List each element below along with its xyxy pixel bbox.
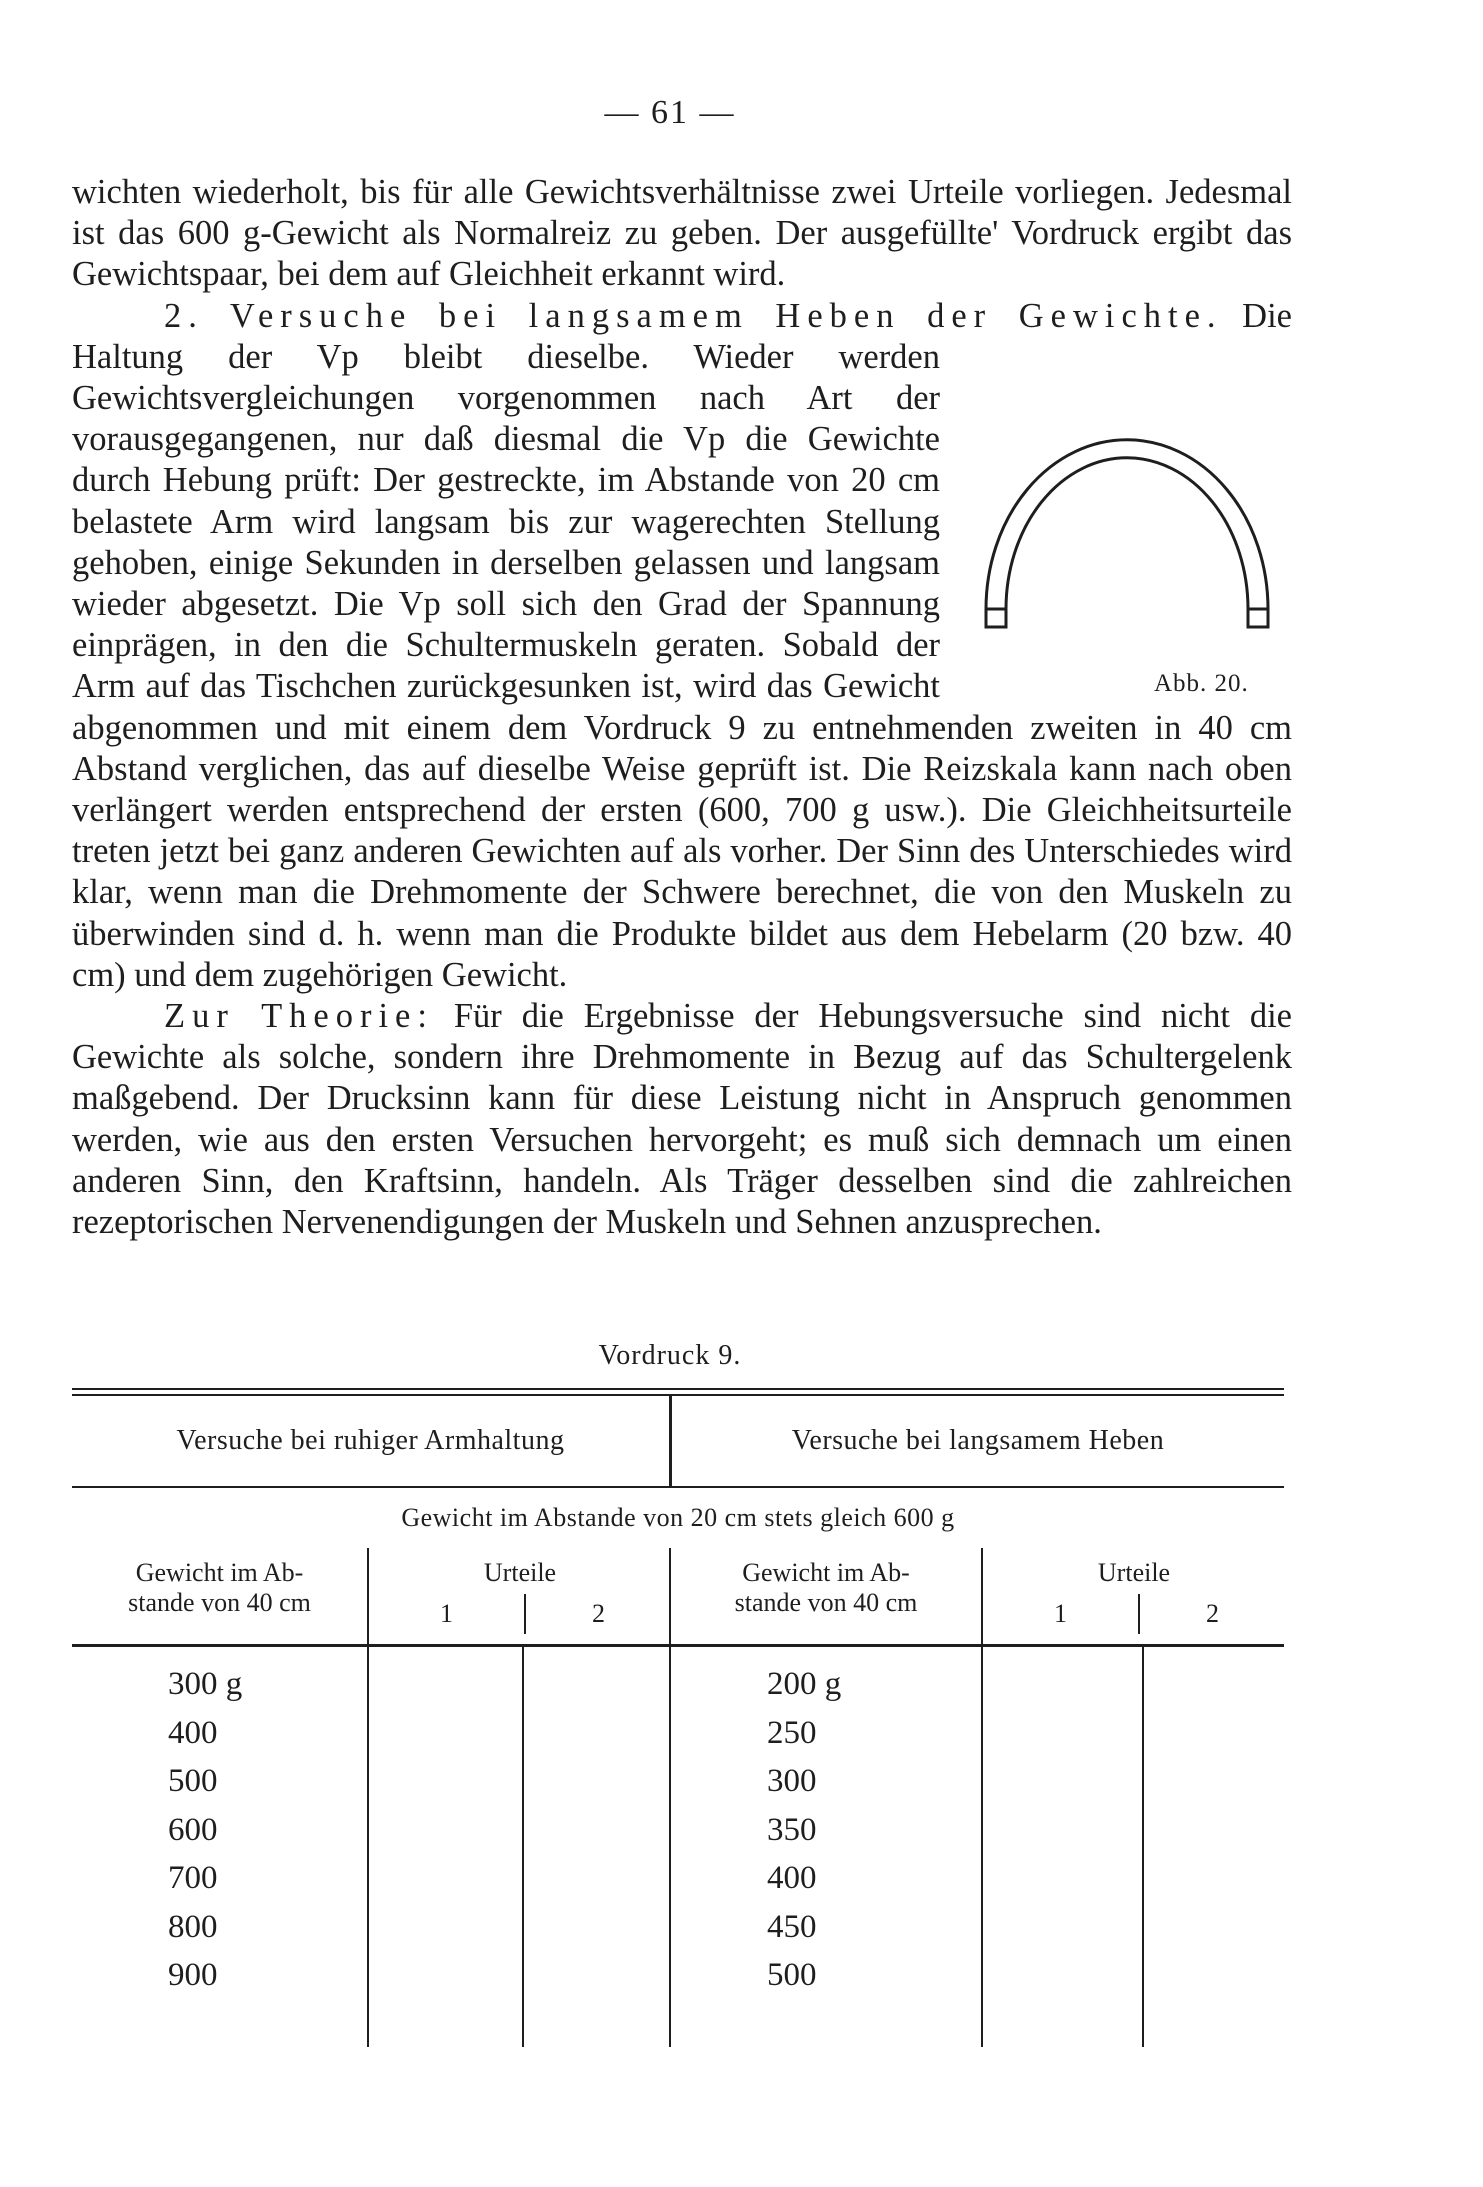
right-weight-value: 250 (767, 1714, 817, 1751)
right-urteil-1-column (981, 1647, 1142, 2047)
left-urteile-col-1: 1 (440, 1599, 453, 1628)
right-urteile-col-1: 1 (1054, 1599, 1067, 1628)
body-text (72, 172, 1292, 1243)
right-weight-value: 500 (767, 1957, 817, 1993)
paragraph-2-body: Die Haltung der Vp bleibt dieselbe. Wieder werden Gewichtsvergleichungen vorgenommen nach Art der vorausgegangenen, nur daß diesmal die Vp die Gewichte durch Hebung prüft: Der gestreckte, im Abstande von 20 cm belastete Arm wird langsam bis zur wagerechten Stellung gehoben, einige Sekunden in derselben gelassen und langsam wieder abgesetzt. Die Vp soll sich den Grad der Spannung einprägen, in den die Schultermuskeln geraten. Sobald der Arm auf das Tischchen zurückgesunken ist, wird das Gewicht abgenommen und mit einem dem Vordruck 9 zu entnehmenden zweiten in 40 cm Abstand verglichen, das auf dieselbe Weise geprüft ist. Die Reizskala kann nach oben verlängert werden entsprechend der ersten (600, 700 g usw.). Die Gleichheitsurteile treten jetzt bei ganz anderen Gewichten auf als vorher. Der Sinn des Unterschiedes wird klar, wenn man die Drehmomente der Schwere berechnet, die von den Muskeln zu überwinden sind d. h. wenn man die Produkte bildet aus dem Hebelarm (20 bzw. 40 cm) und dem zugehörigen Gewicht. (72, 296, 1292, 994)
paragraph-1: wichten wiederholt, bis für alle Gewichtsverhältnisse zwei Urteile vorliegen. Jedesmal ist das 600 g-Gewicht als Normalreiz zu geben. Der ausgefüllte' Vordruck ergibt das Gewichtspaar, bei dem auf Gleichheit erkannt wird. (72, 173, 1292, 294)
page-number: — 61 — (604, 94, 736, 131)
left-weight-value: 400 (168, 1714, 218, 1751)
right-urteile-header (981, 1548, 1284, 1644)
left-urteile-label: Urteile (483, 1558, 557, 1587)
right-weight-header-line2: stande von 40 cm (734, 1588, 918, 1617)
figure-abb-20 (962, 341, 1292, 701)
left-weight-header-line1: Gewicht im Ab- (135, 1558, 304, 1587)
column-headers (72, 1548, 1284, 1647)
right-weight-header-line1: Gewicht im Ab- (742, 1558, 910, 1587)
right-weight-column (669, 1647, 981, 2047)
right-urteil-2-column (1142, 1647, 1284, 2047)
right-weight-value: 300 (767, 1763, 817, 1799)
right-urteile-label: Urteile (1097, 1558, 1171, 1587)
left-weight-header (72, 1548, 367, 1644)
paragraph-3 (72, 996, 1292, 1243)
span-note: Gewicht im Abstande von 20 cm stets gleich 600 g (401, 1503, 955, 1532)
table-section-headers (72, 1396, 1284, 1488)
section-heading-3: Zur Theorie: (164, 997, 434, 1036)
section-heading-2: 2. Versuche bei langsamem Heben der Gewichte. (164, 296, 1223, 335)
data-rows (72, 1647, 1284, 2047)
form-title: Vordruck 9. (598, 1340, 742, 1371)
form-table (72, 1388, 1284, 2047)
right-weight-value: 200 g (767, 1666, 842, 1702)
left-weight-header-line2: stande von 40 cm (128, 1588, 311, 1617)
figure-caption: Abb. 20. (1154, 669, 1249, 697)
paragraph-2 (72, 296, 1292, 996)
left-weight-column (72, 1647, 367, 2047)
left-urteil-1-column (367, 1647, 522, 2047)
right-weight-value: 350 (767, 1811, 817, 1848)
left-urteil-2-column (522, 1647, 669, 2047)
left-weight-value: 500 (168, 1763, 218, 1799)
right-weight-value: 450 (767, 1908, 817, 1945)
right-urteile-col-2: 2 (1138, 1594, 1285, 1634)
left-weight-value: 600 (168, 1811, 218, 1848)
left-weight-value: 300 g (168, 1666, 243, 1702)
right-weight-value: 400 (767, 1860, 817, 1896)
left-urteile-header (367, 1548, 669, 1644)
left-section-header: Versuche bei ruhiger Armhaltung (176, 1425, 565, 1456)
left-weight-value: 700 (168, 1860, 218, 1896)
paragraph-3-body: Für die Ergebnisse der Hebungsversuche sind nicht die Gewichte als solche, sondern ihre Drehmomente in Bezug auf das Schultergelenk maßgebend. Der Drucksinn kann für diese Leistung nicht in Anspruch genommen werden, wie aus den ersten Versuchen hervorgeht; es muß sich demnach um einen anderen Sinn, den Kraftsinn, handeln. Als Träger desselben sind die zahlreichen rezeptorischen Nervenendigungen der Muskeln und Sehnen anzusprechen. (72, 997, 1292, 1242)
left-urteile-col-2: 2 (524, 1594, 671, 1634)
left-weight-value: 800 (168, 1908, 218, 1945)
arch-figure-icon (962, 341, 1292, 671)
right-weight-header (669, 1548, 981, 1644)
left-weight-value: 900 (168, 1957, 218, 1993)
right-section-header: Versuche bei langsamem Heben (791, 1425, 1165, 1456)
